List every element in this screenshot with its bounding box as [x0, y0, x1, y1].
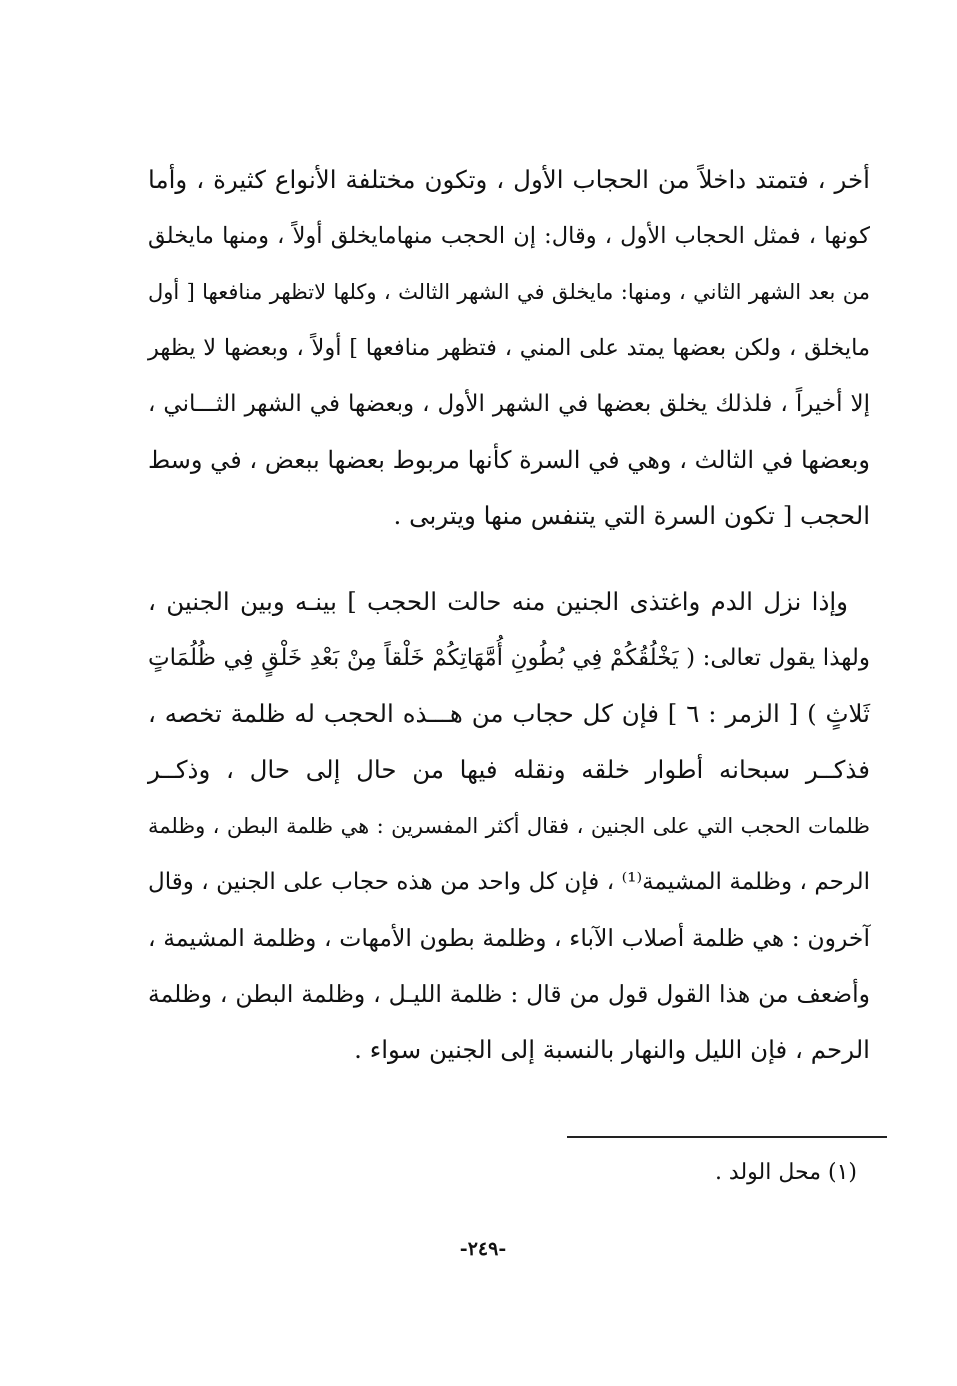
- text-line: الحجب [ تكون السرة التي يتنفس منها ويتربى .: [393, 501, 870, 530]
- text-line: من بعد الشهر الثاني ، ومنها: مايخلق في الشهر الثالث ، وكلها لاتظهر منافعها [ أول: [148, 280, 870, 304]
- footnote-divider: [567, 1136, 887, 1138]
- text-line: وإذا نزل الدم واغتذى الجنين منه حالت الحجب ] بينـه وبين الجنين ،: [148, 587, 848, 616]
- footnote: (١) محل الولد .: [714, 1160, 857, 1185]
- text-line: وبعضها في الثالث ، وهي في السرة كأنها مربوط بعضها ببعض ، في وسط: [148, 446, 870, 474]
- text-line: آخرون : هي ظلمة أصلاب الآباء ، وظلمة بطون الأمهات ، وظلمة المشيمة ،: [148, 924, 870, 952]
- text-line: ولهذا يقول تعالى: ( يَخْلُقُكُمْ فِي بُطُونِ أُمَّهَاتِكُمْ خَلْقاً مِنْ بَعْدِ خَلْقٍ فِي ظُلُمَاتٍ: [148, 645, 870, 671]
- text-line: أخر ، فتمتد داخلاً من الحجاب الأول ، وتكون مختلفة الأنواع كثيرة ، وأما: [148, 165, 870, 194]
- page-number: -٢٤٩-: [459, 1238, 507, 1260]
- text-line: وأضعف من هذا القول قول من قال : ظلمة الليـل ، وظلمة البطن ، وظلمة: [148, 980, 870, 1008]
- text-line: ثَلاثٍ ) [ الزمر : ٦ ] فإن كل حجاب من هـــذه الحجب له ظلمة تخصه ،: [148, 699, 870, 728]
- text-line: ظلمات الحجب التي على الجنين ، فقال أكثر المفسرين : هي ظلمة البطن ، وظلمة: [148, 814, 870, 838]
- text-line: مايخلق ، ولكن بعضها يمتد على المني ، فتظهر منافعها ] أولاً ، وبعضها لا يظهر: [148, 335, 870, 361]
- text-line: الرحم ، فإن الليل والنهار بالنسبة إلى الجنين سواء .: [354, 1035, 870, 1064]
- paragraph-2: [148, 574, 870, 1078]
- text-line: الرحم ، وظلمة المشيمة⁽¹⁾ ، فإن كل واحد من هذه حجاب على الجنين ، وقال: [148, 869, 870, 895]
- text-line: إلا أخيراً ، فلذلك يخلق بعضها في الشهر الأول ، وبعضها في الشهر الثـــاني ،: [148, 391, 870, 417]
- text-line: فذكــر سبحانه أطوار خلقه ونقله فيها من حال إلى حال ، وذكــر: [148, 755, 870, 784]
- text-line: كونها ، فمثل الحجاب الأول ، وقال: إن الحجب منهامايخلق أولاً ، ومنها مايخلق: [148, 223, 870, 249]
- paragraph-1: [148, 152, 870, 544]
